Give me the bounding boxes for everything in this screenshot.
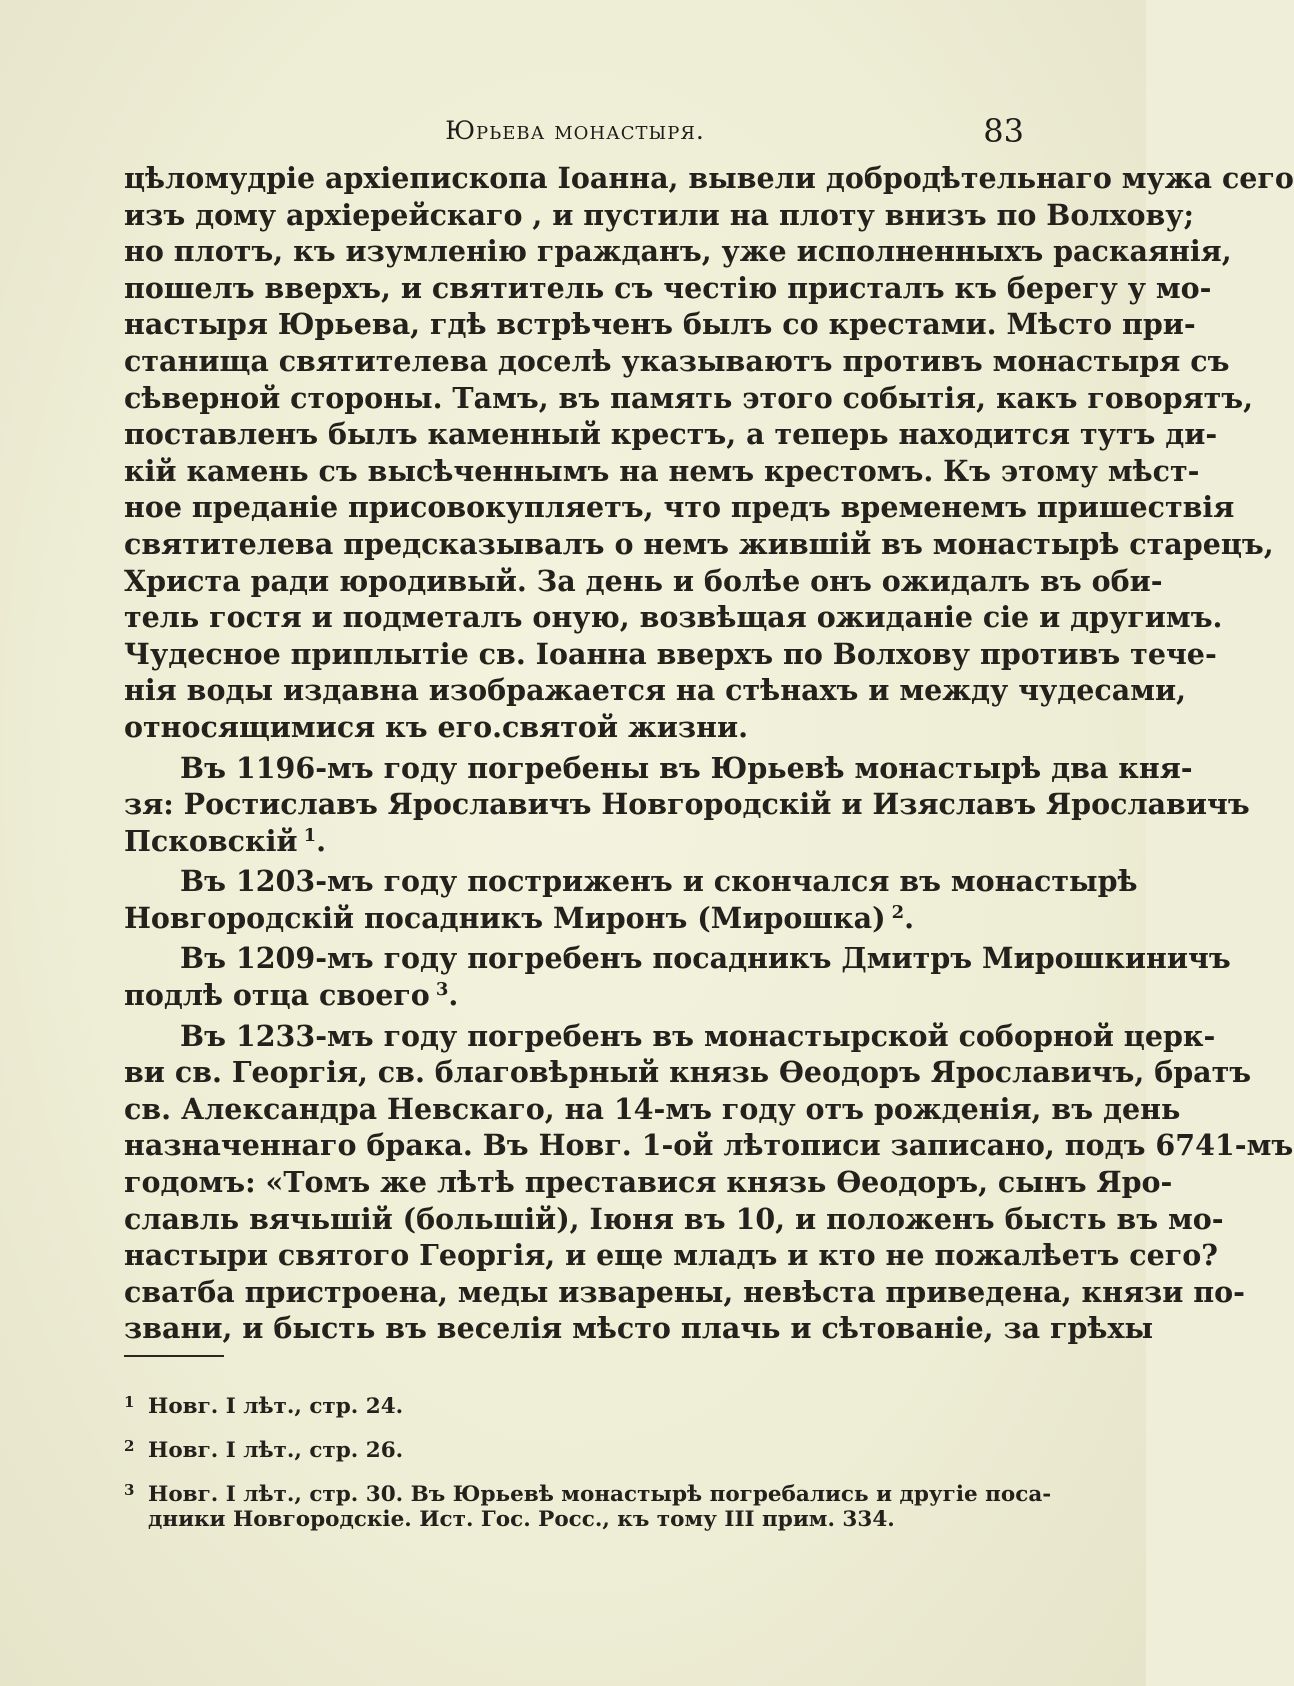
main-text <box>124 160 1294 1347</box>
footnote-ref[interactable]: 3 <box>435 979 449 1001</box>
footnote-3 <box>124 1476 1052 1507</box>
text-line: ви св. Георгія, св. благовѣрный князь Ѳеодоръ Ярославичъ, братъ <box>124 1055 1252 1090</box>
text-line: Въ 1209-мъ году погребенъ посадникъ Дмитръ Мирошкиничъ <box>180 941 1231 976</box>
text-line: относящимися къ его.святой жизни. <box>124 709 749 744</box>
text-line: тель гостя и подметалъ оную, возвѣщая ожиданіе сіе и другимъ. <box>124 600 1223 635</box>
text-span: подлѣ отца своего <box>124 978 430 1013</box>
footnote-ref[interactable]: 1 <box>303 824 317 846</box>
footnote-divider <box>124 1355 224 1357</box>
text-line-with-ref: Новгородскій посадникъ Миронъ (Мирошка) $^2$. <box>124 900 915 935</box>
text-line: св. Александра Невскаго, на 14-мъ году отъ рожденія, въ день <box>124 1091 1181 1126</box>
text-line: Въ 1196-мъ году погребены въ Юрьевѣ монастырѣ два кня- <box>180 750 1193 785</box>
text-line: сватба пристроена, меды изварены, невѣста приведена, князи по- <box>124 1274 1246 1309</box>
text-line: сѣверной стороны. Тамъ, въ память этого событія, какъ говорятъ, <box>124 380 1254 415</box>
text-line: кій камень съ высѣченнымъ на немъ крестомъ. Къ этому мѣст- <box>124 453 1200 488</box>
text-line: цѣломудріе архіепископа Іоанна, вывели добродѣтельнаго мужа сего <box>124 161 1294 195</box>
text-line-with-ref: Псковскій $^1$. <box>124 823 327 858</box>
text-line: назначеннаго брака. Въ Новг. 1-ой лѣтописи записано, подъ 6741-мъ <box>124 1128 1294 1163</box>
footnote-3-cont: дники Новгородскіе. Ист. Гос. Росс., къ тому III прим. 334. <box>148 1507 895 1532</box>
footnote-text: Новг. I лѣт., стр. 30. Въ Юрьевѣ монастырѣ погребались и другіе поса- <box>148 1482 1052 1507</box>
text-line: настыря Юрьева, гдѣ встрѣченъ былъ со крестами. Мѣсто при- <box>124 307 1196 342</box>
text-line: звани, и бысть въ веселія мѣсто плачь и сѣтованіе, за грѣхы <box>124 1311 1154 1346</box>
footnote-text: Новг. I лѣт., стр. 26. <box>148 1438 404 1463</box>
text-line: нія воды издавна изображается на стѣнахъ и между чудесами, <box>124 673 1187 708</box>
footnotes <box>124 1388 1052 1534</box>
text-line: Въ 1233-мъ году погребенъ въ монастырской соборной церк- <box>180 1018 1216 1053</box>
text-span: Новгородскій посадникъ Миронъ (Мирошка) <box>124 900 886 935</box>
text-line: пошелъ вверхъ, и святитель съ честію присталъ къ берегу у мо- <box>124 270 1212 305</box>
text-line: но плотъ, къ изумленію гражданъ, уже исполненныхъ раскаянія, <box>124 234 1232 269</box>
text-line: поставленъ былъ каменный крестъ, а теперь находится тутъ ди- <box>124 417 1218 452</box>
footnote-number: 1 <box>124 1393 135 1411</box>
text-line: изъ дому архіерейскаго , и пустили на плоту внизъ по Волхову; <box>124 197 1195 232</box>
running-title: Юрьева монастыря. <box>445 116 705 145</box>
text-line: Чудесное приплытіе св. Іоанна вверхъ по Волхову противъ тече- <box>124 636 1217 671</box>
text-line-with-ref: подлѣ отца своего $^3$. <box>124 978 459 1013</box>
text-line: годомъ: «Томъ же лѣтѣ преставися князь Ѳеодоръ, сынъ Яро- <box>124 1165 1173 1200</box>
text-line: Христа ради юродивый. За день и болѣе онъ ожидалъ въ оби- <box>124 563 1163 598</box>
footnote-number: 2 <box>124 1437 135 1455</box>
page-number: 83 <box>983 112 1024 150</box>
running-head <box>124 112 1026 152</box>
text-line: Въ 1203-мъ году постриженъ и скончался въ монастырѣ <box>180 864 1138 899</box>
text-span: Псковскій <box>124 823 298 858</box>
text-line: ное преданіе присовокупляетъ, что предъ временемъ пришествія <box>124 490 1235 525</box>
footnote-ref[interactable]: 2 <box>891 901 905 923</box>
text-line: святителева предсказывалъ о немъ жившій въ монастырѣ старецъ, <box>124 526 1274 561</box>
footnote-number: 3 <box>124 1481 135 1499</box>
footnote-2 <box>124 1432 1026 1461</box>
text-line: станища святителева доселѣ указываютъ противъ монастыря съ <box>124 343 1230 378</box>
text-line: славль вячьшій (большій), Іюня въ 10, и положенъ бысть въ мо- <box>124 1201 1224 1236</box>
footnote-1 <box>124 1388 1026 1417</box>
text-line: зя: Ростиславъ Ярославичъ Новгородскій и Изяславъ Ярославичъ <box>124 787 1250 822</box>
text-line: настыри святого Георгія, и еще младъ и кто не пожалѣетъ сего? <box>124 1238 1218 1273</box>
footnote-text: Новг. I лѣт., стр. 24. <box>148 1394 404 1419</box>
